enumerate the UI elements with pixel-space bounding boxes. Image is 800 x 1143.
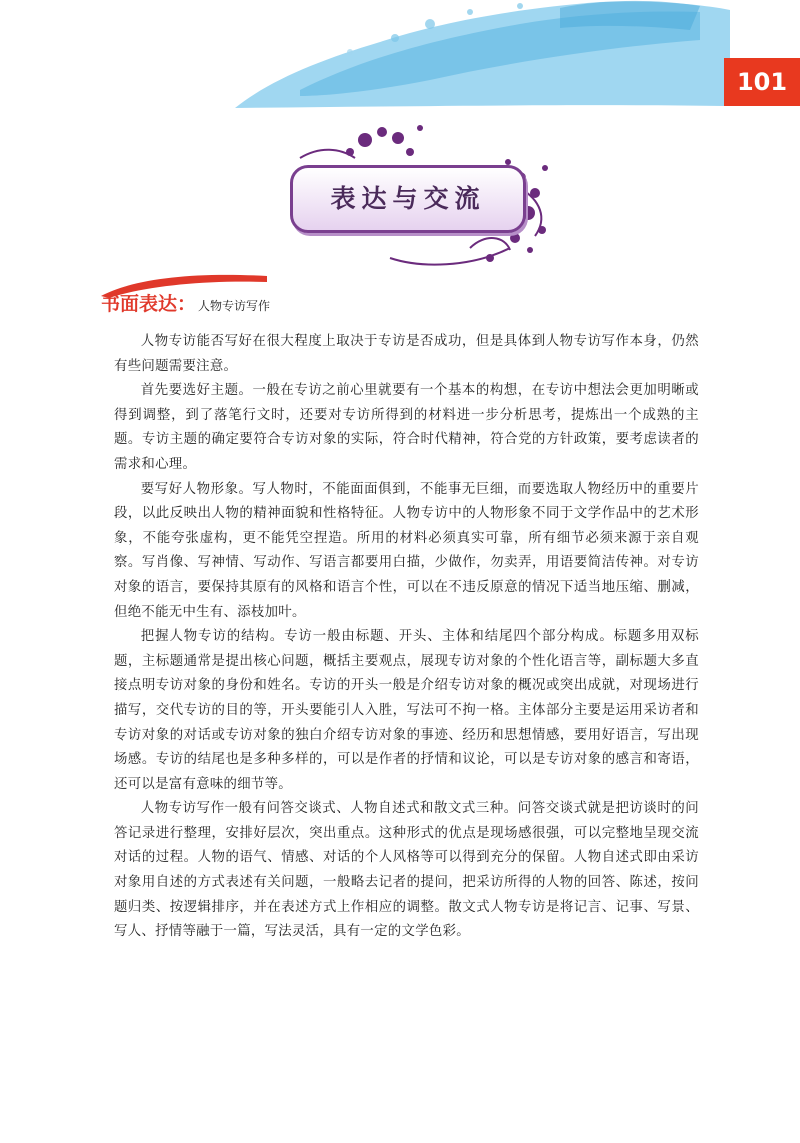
paragraph: 人物专访能否写好在很大程度上取决于专访是否成功，但是具体到人物专访写作本身，仍然有些问题需要注意。 bbox=[114, 334, 699, 374]
section-heading-main: 书面表达： bbox=[101, 293, 197, 315]
page-number: 101 bbox=[724, 58, 800, 106]
paragraph: 首先要选好主题。一般在专访之前心里就要有一个基本的构想，在专访中想法会更加明晰或得到调整，到了落笔行文时，还要对专访所得到的材料进一步分析思考，提炼出一个成熟的主题。专访主题的确定要符合专访对象的实际，符合时代精神，符合党的方针政策，要考虑读者的需求和心理。 bbox=[114, 383, 699, 472]
paragraph: 把握人物专访的结构。专访一般由标题、开头、主体和结尾四个部分构成。标题多用双标题，主标题通常是提出核心问题，概括主要观点，展现专访对象的个性化语言等，副标题大多直接点明专访对象的身份和姓名。专访的开头一般是介绍专访对象的概况或突出成就，对现场进行描写，交代专访的目的等，开头要能引人入胜，写法可不拘一格。主体部分主要是运用采访者和专访对象的对话或专访对象的独白介绍专访对象的事迹、经历和思想情感，要用好语言，写出现场感。专访的结尾也是多种多样的，可以是作者的抒情和议论，可以是专访对象的感言和寄语，还可以是富有意味的细节等。 bbox=[114, 629, 699, 792]
watercolor-splash-decoration bbox=[0, 0, 800, 120]
paragraph: 人物专访写作一般有问答交谈式、人物自述式和散文式三种。问答交谈式就是把访谈时的问答记录进行整理，安排好层次，突出重点。这种形式的优点是现场感很强，可以完整地呈现交流对话的过程。人物的语气、情感、对话的个人风格等可以得到充分的保留。人物自述式即由采访对象用自述的方式表述有关问题，一般略去记者的提问，把采访所得的人物的回答、陈述，按问题归类、按逻辑排序，并在表述方式上作相应的调整。散文式人物专访是将记言、记事、写景、写人、抒情等融于一篇，写法灵活，具有一定的文学色彩。 bbox=[114, 801, 699, 940]
body-text bbox=[114, 330, 699, 945]
paragraph: 要写好人物形象。写人物时，不能面面俱到，不能事无巨细，而要选取人物经历中的重要片段，以此反映出人物的精神面貌和性格特征。人物专访中的人物形象不同于文学作品中的艺术形象，不能夸张虚构，更不能凭空捏造。所用的材料必须真实可靠，所有细节必须来源于亲自观察。写肖像、写神情、写动作、写语言都要用白描，少做作，勿卖弄，用语要简洁传神。对专访对象的语言，要保持其原有的风格和语言个性，可以在不违反原意的情况下适当地压缩、删减，但绝不能无中生有、添枝加叶。 bbox=[114, 481, 699, 620]
section-heading bbox=[101, 289, 270, 315]
section-title: 表达与交流 bbox=[330, 184, 486, 213]
section-heading-sub: 人物专访写作 bbox=[198, 299, 271, 313]
section-title-box bbox=[290, 165, 526, 233]
